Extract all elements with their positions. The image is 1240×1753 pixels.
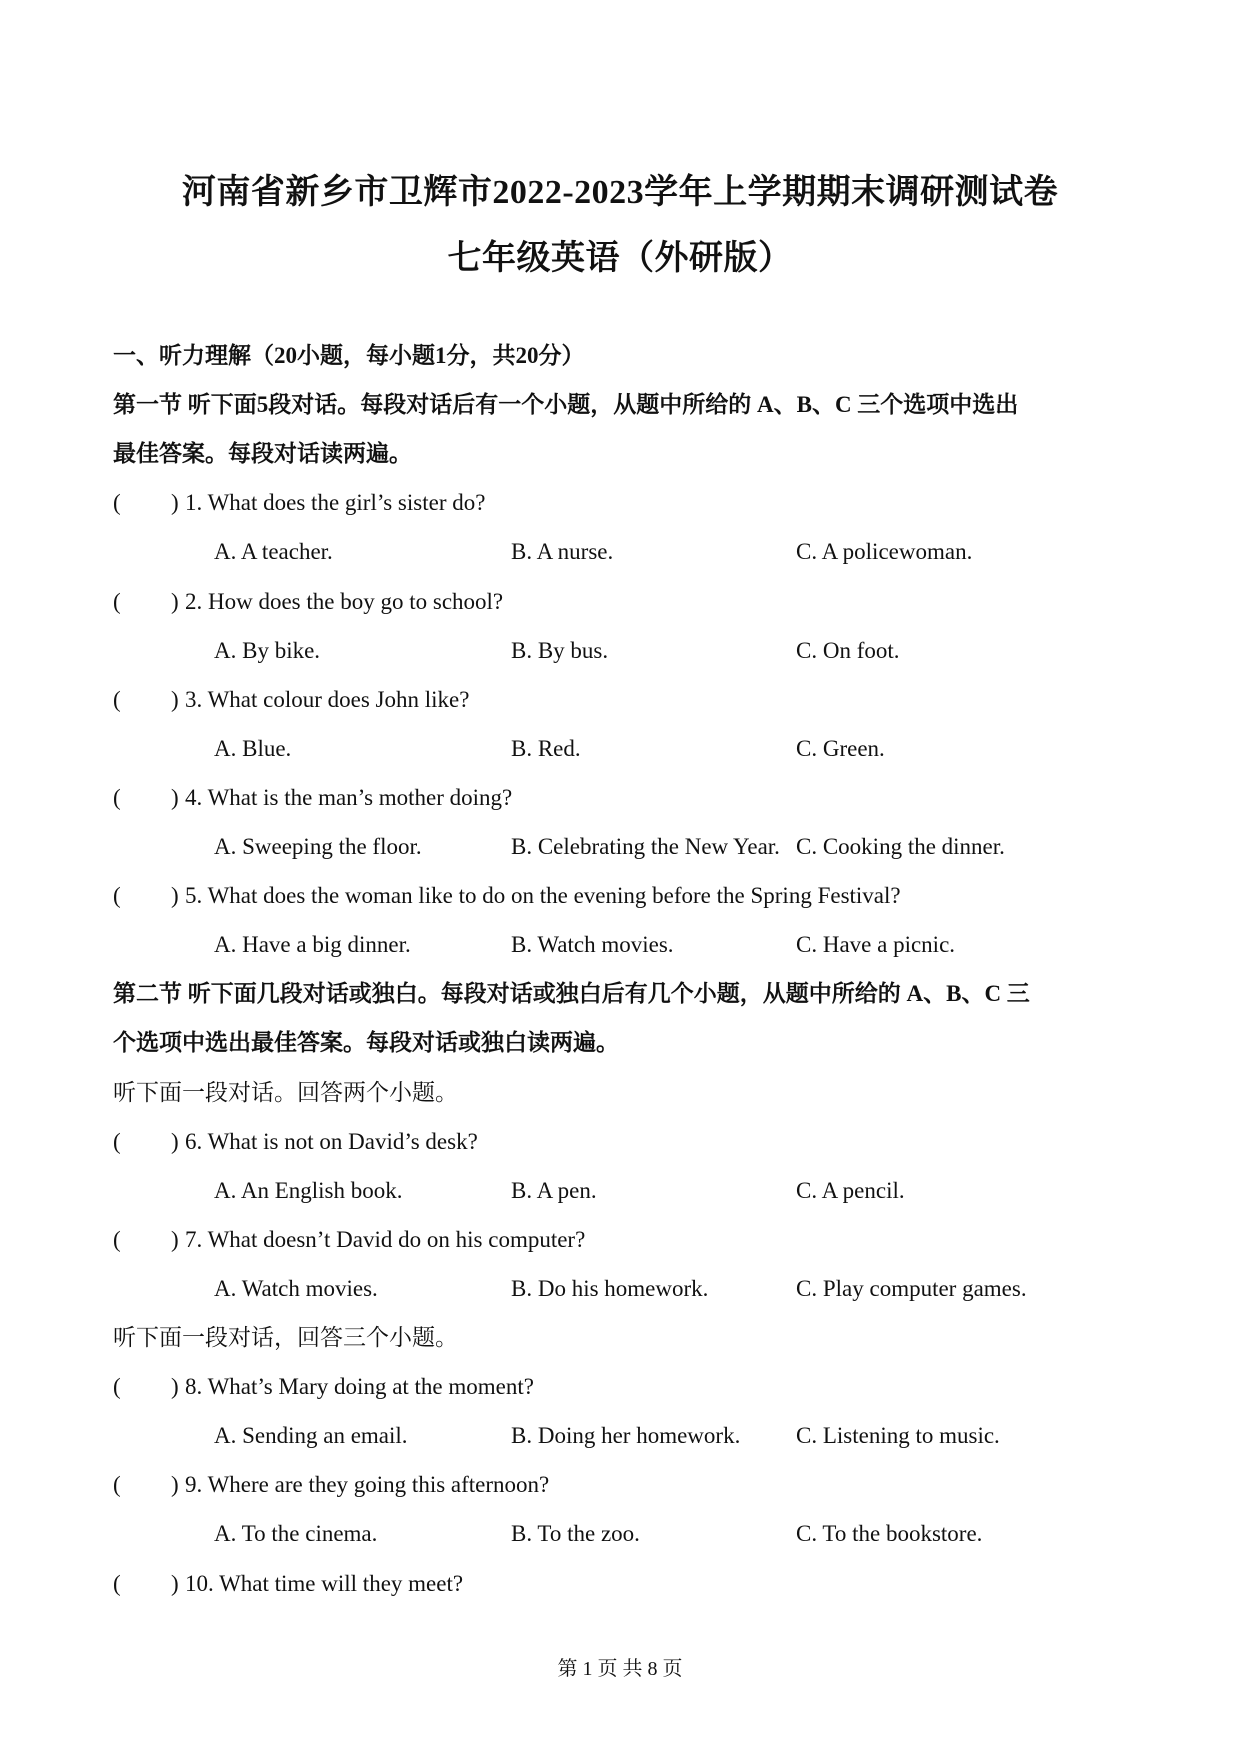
option-c: C. Listening to music. (796, 1423, 1000, 1449)
option-c: C. Have a picnic. (796, 932, 956, 958)
answer-blank-open: ( (113, 1570, 121, 1596)
options-row (113, 1519, 1113, 1549)
section-heading: 一、听力理解（20小题，每小题1分，共20分） (113, 343, 585, 368)
section-heading: 个选项中选出最佳答案。每段对话或独白读两遍。 (113, 1030, 619, 1056)
question-item (113, 783, 1113, 813)
question-item (113, 1372, 1113, 1402)
option-b: B. Celebrating the New Year. (511, 834, 780, 859)
option-a: A. Have a big dinner. (214, 932, 411, 958)
answer-blank-close: ) (171, 686, 179, 712)
question-item (113, 1225, 1113, 1255)
option-a: A. An English book. (214, 1177, 403, 1203)
option-a: A. To the cinema. (214, 1521, 378, 1547)
option-a: A. A teacher. (214, 539, 333, 565)
page-footer: 第 1 页 共 8 页 (557, 1658, 683, 1680)
question-text: 7. What doesn’t David do on his computer? (185, 1226, 586, 1252)
option-c: C. A policewoman. (796, 539, 973, 565)
question-text: 3. What colour does John like? (185, 686, 470, 712)
answer-blank-open: ( (113, 686, 121, 712)
option-c: C. A pencil. (796, 1177, 905, 1203)
option-b: B. Watch movies. (511, 932, 674, 958)
option-b: B. Red. (511, 735, 581, 761)
options-row (113, 832, 1113, 862)
options-row (113, 734, 1113, 764)
answer-blank-close: ) (171, 1472, 179, 1498)
question-text: 6. What is not on David’s desk? (185, 1128, 478, 1154)
answer-blank-close: ) (171, 784, 179, 810)
option-c: C. On foot. (796, 637, 900, 663)
question-item (113, 1569, 1113, 1599)
options-row (113, 1421, 1113, 1451)
answer-blank-close: ) (171, 1570, 179, 1596)
answer-blank-open: ( (113, 588, 121, 614)
options-row (113, 1274, 1113, 1304)
option-b: B. Do his homework. (511, 1275, 709, 1301)
question-item (113, 488, 1113, 518)
question-text: 9. Where are they going this afternoon? (185, 1472, 550, 1498)
question-item (113, 1470, 1113, 1500)
option-c: C. Cooking the dinner. (796, 834, 1005, 859)
answer-blank-close: ) (171, 1226, 179, 1252)
option-b: B. By bus. (511, 637, 609, 663)
question-item (113, 587, 1113, 617)
section-heading: 最佳答案。每段对话读两遍。 (113, 441, 412, 467)
answer-blank-close: ) (171, 588, 179, 614)
options-row (113, 930, 1113, 960)
answer-blank-open: ( (113, 883, 121, 909)
question-text: 10. What time will they meet? (185, 1570, 464, 1596)
option-a: A. By bike. (214, 637, 321, 663)
options-row (113, 1176, 1113, 1206)
answer-blank-close: ) (171, 883, 179, 909)
option-c: C. To the bookstore. (796, 1521, 983, 1547)
question-text: 2. How does the boy go to school? (185, 588, 504, 614)
answer-blank-open: ( (113, 1472, 121, 1498)
answer-blank-open: ( (113, 1226, 121, 1252)
answer-blank-open: ( (113, 784, 121, 810)
option-a: A. Watch movies. (214, 1275, 378, 1301)
question-item (113, 1127, 1113, 1157)
listening-note: 听下面一段对话。回答两个小题。 (113, 1079, 458, 1105)
options-row (113, 636, 1113, 666)
options-row (113, 537, 1113, 567)
option-b: B. A pen. (511, 1177, 597, 1203)
option-a: A. Sweeping the floor. (214, 834, 422, 859)
option-b: B. A nurse. (511, 539, 614, 565)
answer-blank-open: ( (113, 490, 121, 516)
exam-title: 河南省新乡市卫辉市2022-2023学年上学期期末调研测试卷 (181, 174, 1059, 211)
question-item (113, 881, 1113, 911)
question-text: 4. What is the man’s mother doing? (185, 784, 513, 810)
option-a: A. Blue. (214, 735, 292, 761)
answer-blank-close: ) (171, 1374, 179, 1400)
question-text: 8. What’s Mary doing at the moment? (185, 1374, 534, 1400)
option-c: C. Green. (796, 735, 885, 761)
answer-blank-open: ( (113, 1128, 121, 1154)
option-b: B. To the zoo. (511, 1521, 640, 1547)
option-c: C. Play computer games. (796, 1275, 1027, 1301)
question-item (113, 685, 1113, 715)
answer-blank-close: ) (171, 490, 179, 516)
answer-blank-close: ) (171, 1128, 179, 1154)
answer-blank-open: ( (113, 1374, 121, 1400)
option-a: A. Sending an email. (214, 1423, 408, 1449)
exam-subtitle: 七年级英语（外研版） (447, 240, 793, 277)
option-b: B. Doing her homework. (511, 1423, 741, 1449)
question-text: 1. What does the girl’s sister do? (185, 490, 486, 516)
section-heading: 第一节 听下面5段对话。每段对话后有一个小题，从题中所给的 A、B、C 三个选项中选出 (113, 392, 1019, 418)
listening-note: 听下面一段对话，回答三个小题。 (113, 1325, 458, 1350)
section-heading: 第二节 听下面几段对话或独白。每段对话或独白后有几个小题，从题中所给的 A、B、C 三 (113, 981, 1030, 1007)
question-text: 5. What does the woman like to do on the evening before the Spring Festival? (185, 883, 901, 909)
